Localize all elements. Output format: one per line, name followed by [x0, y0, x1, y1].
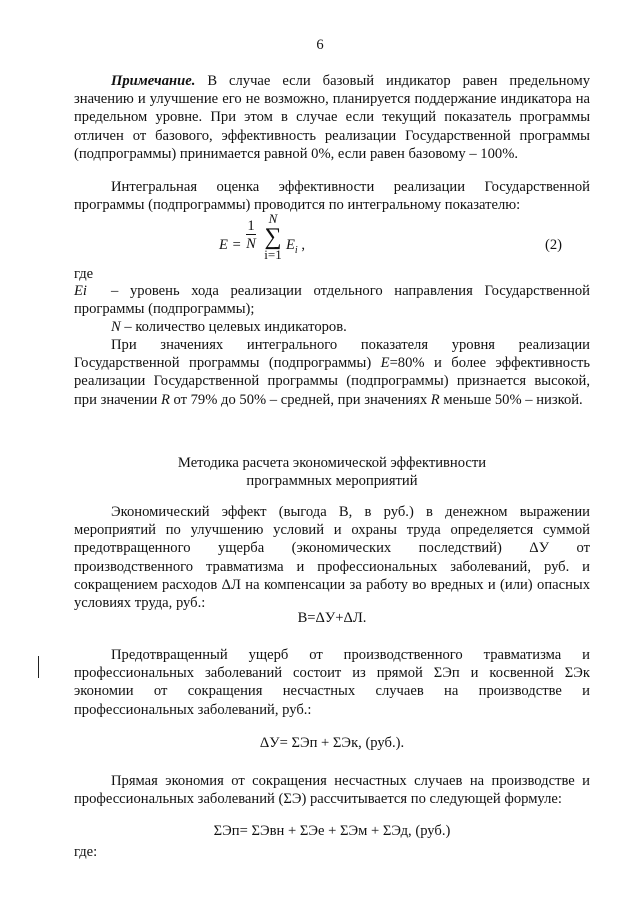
section-title: Методика расчета экономической эффективности программных мероприятий [177, 455, 487, 490]
formula-term [286, 236, 305, 260]
equation-du: ΔУ= ΣЭп + ΣЭк, (руб.). [259, 735, 405, 751]
definition-n [74, 318, 590, 336]
term-symbol: E [286, 237, 295, 253]
prevented-damage-paragraph: Предотвращенный ущерб от производственного травматизма и профессиональных заболеваний состоит из прямой ΣЭп и косвенной ΣЭк экономии от сокращения несчастных случаев на производстве и профессиональных заболеваний, руб.: [74, 647, 590, 718]
ei-symbol: Ei [74, 283, 87, 299]
result-text-3: от 79% до 50% – средней, при значениях [169, 391, 431, 408]
sum-upper-limit: N [268, 211, 278, 226]
formula-number: (2) [544, 237, 562, 253]
economic-effect-paragraph: Экономический эффект (выгода В, в руб.) в денежном выражении мероприятий по улучшению условий и охраны труда определяется суммой предотвращенного ущерба (экономических последствий) ΔУ от производственного травматизма и профессиональных заболеваний, руб. и сокращением расходов ΔЛ на компенсации за работу во вредных и (или) опасных условиях труда, руб.: [74, 504, 590, 612]
formula-sum [262, 212, 284, 262]
sum-symbol: ∑ [264, 224, 282, 250]
where-label: где [74, 266, 94, 282]
formula-tail: , [301, 237, 306, 253]
sum-lower-limit: i=1 [264, 247, 282, 262]
equation-b: В=ΔУ+ΔЛ. [297, 610, 367, 626]
definition-ei [74, 282, 590, 318]
ei-text: – уровень хода реализации отдельного направления Государственной программы (подпрограммы); [74, 283, 590, 318]
n-symbol: N [111, 319, 121, 335]
page-number: 6 [316, 37, 324, 53]
equation-ep: ΣЭп= ΣЭвн + ΣЭе + ΣЭм + ΣЭд, (руб.) [213, 823, 451, 839]
direct-savings-paragraph: Прямая экономия от сокращения несчастных случаев на производстве и профессиональных заболеваний (ΣЭ) рассчитывается по следующей формуле: [74, 773, 590, 808]
formula-fraction [245, 218, 257, 253]
n-text: – количество целевых индикаторов. [120, 319, 347, 335]
integral-paragraph: Интегральная оценка эффективности реализации Государственной программы (подпрограммы) проводится по интегральному показателю: [74, 179, 590, 214]
fraction-denominator: N [246, 236, 256, 252]
result-text-1: При значениях интегрального показателя уровня реализации Государственной программы (подпрограммы) [74, 337, 590, 372]
formula-lhs: E = [219, 237, 242, 253]
result-symbol-r: R [160, 391, 170, 408]
where-label-2: где: [74, 844, 98, 860]
fraction-numerator: 1 [247, 218, 255, 234]
formula-integral [74, 212, 590, 272]
result-symbol-e: E [380, 355, 390, 372]
term-subscript: i [294, 244, 298, 256]
result-text-2: =80% и более эффективность реализации Государственной программы (подпрограммы) признается высокой, при значении [74, 355, 590, 408]
result-text-4: меньше 50% – низкой. [439, 391, 583, 408]
margin-change-bar [38, 656, 39, 678]
result-paragraph [74, 336, 590, 409]
note-label: Примечание. [111, 73, 196, 89]
note-text: В случае если базовый индикатор равен предельному значению и улучшение его не возможно, планируется поддержание индикатора на предельном уровне. При этом в случае если текущий показатель программы отличен от базового, эффективность реализации Государственной программы (подпрограммы) принимается равной 0%, если равен базовому – 100%. [74, 73, 590, 162]
result-symbol-r2: R [430, 391, 440, 408]
note-paragraph [74, 72, 590, 163]
